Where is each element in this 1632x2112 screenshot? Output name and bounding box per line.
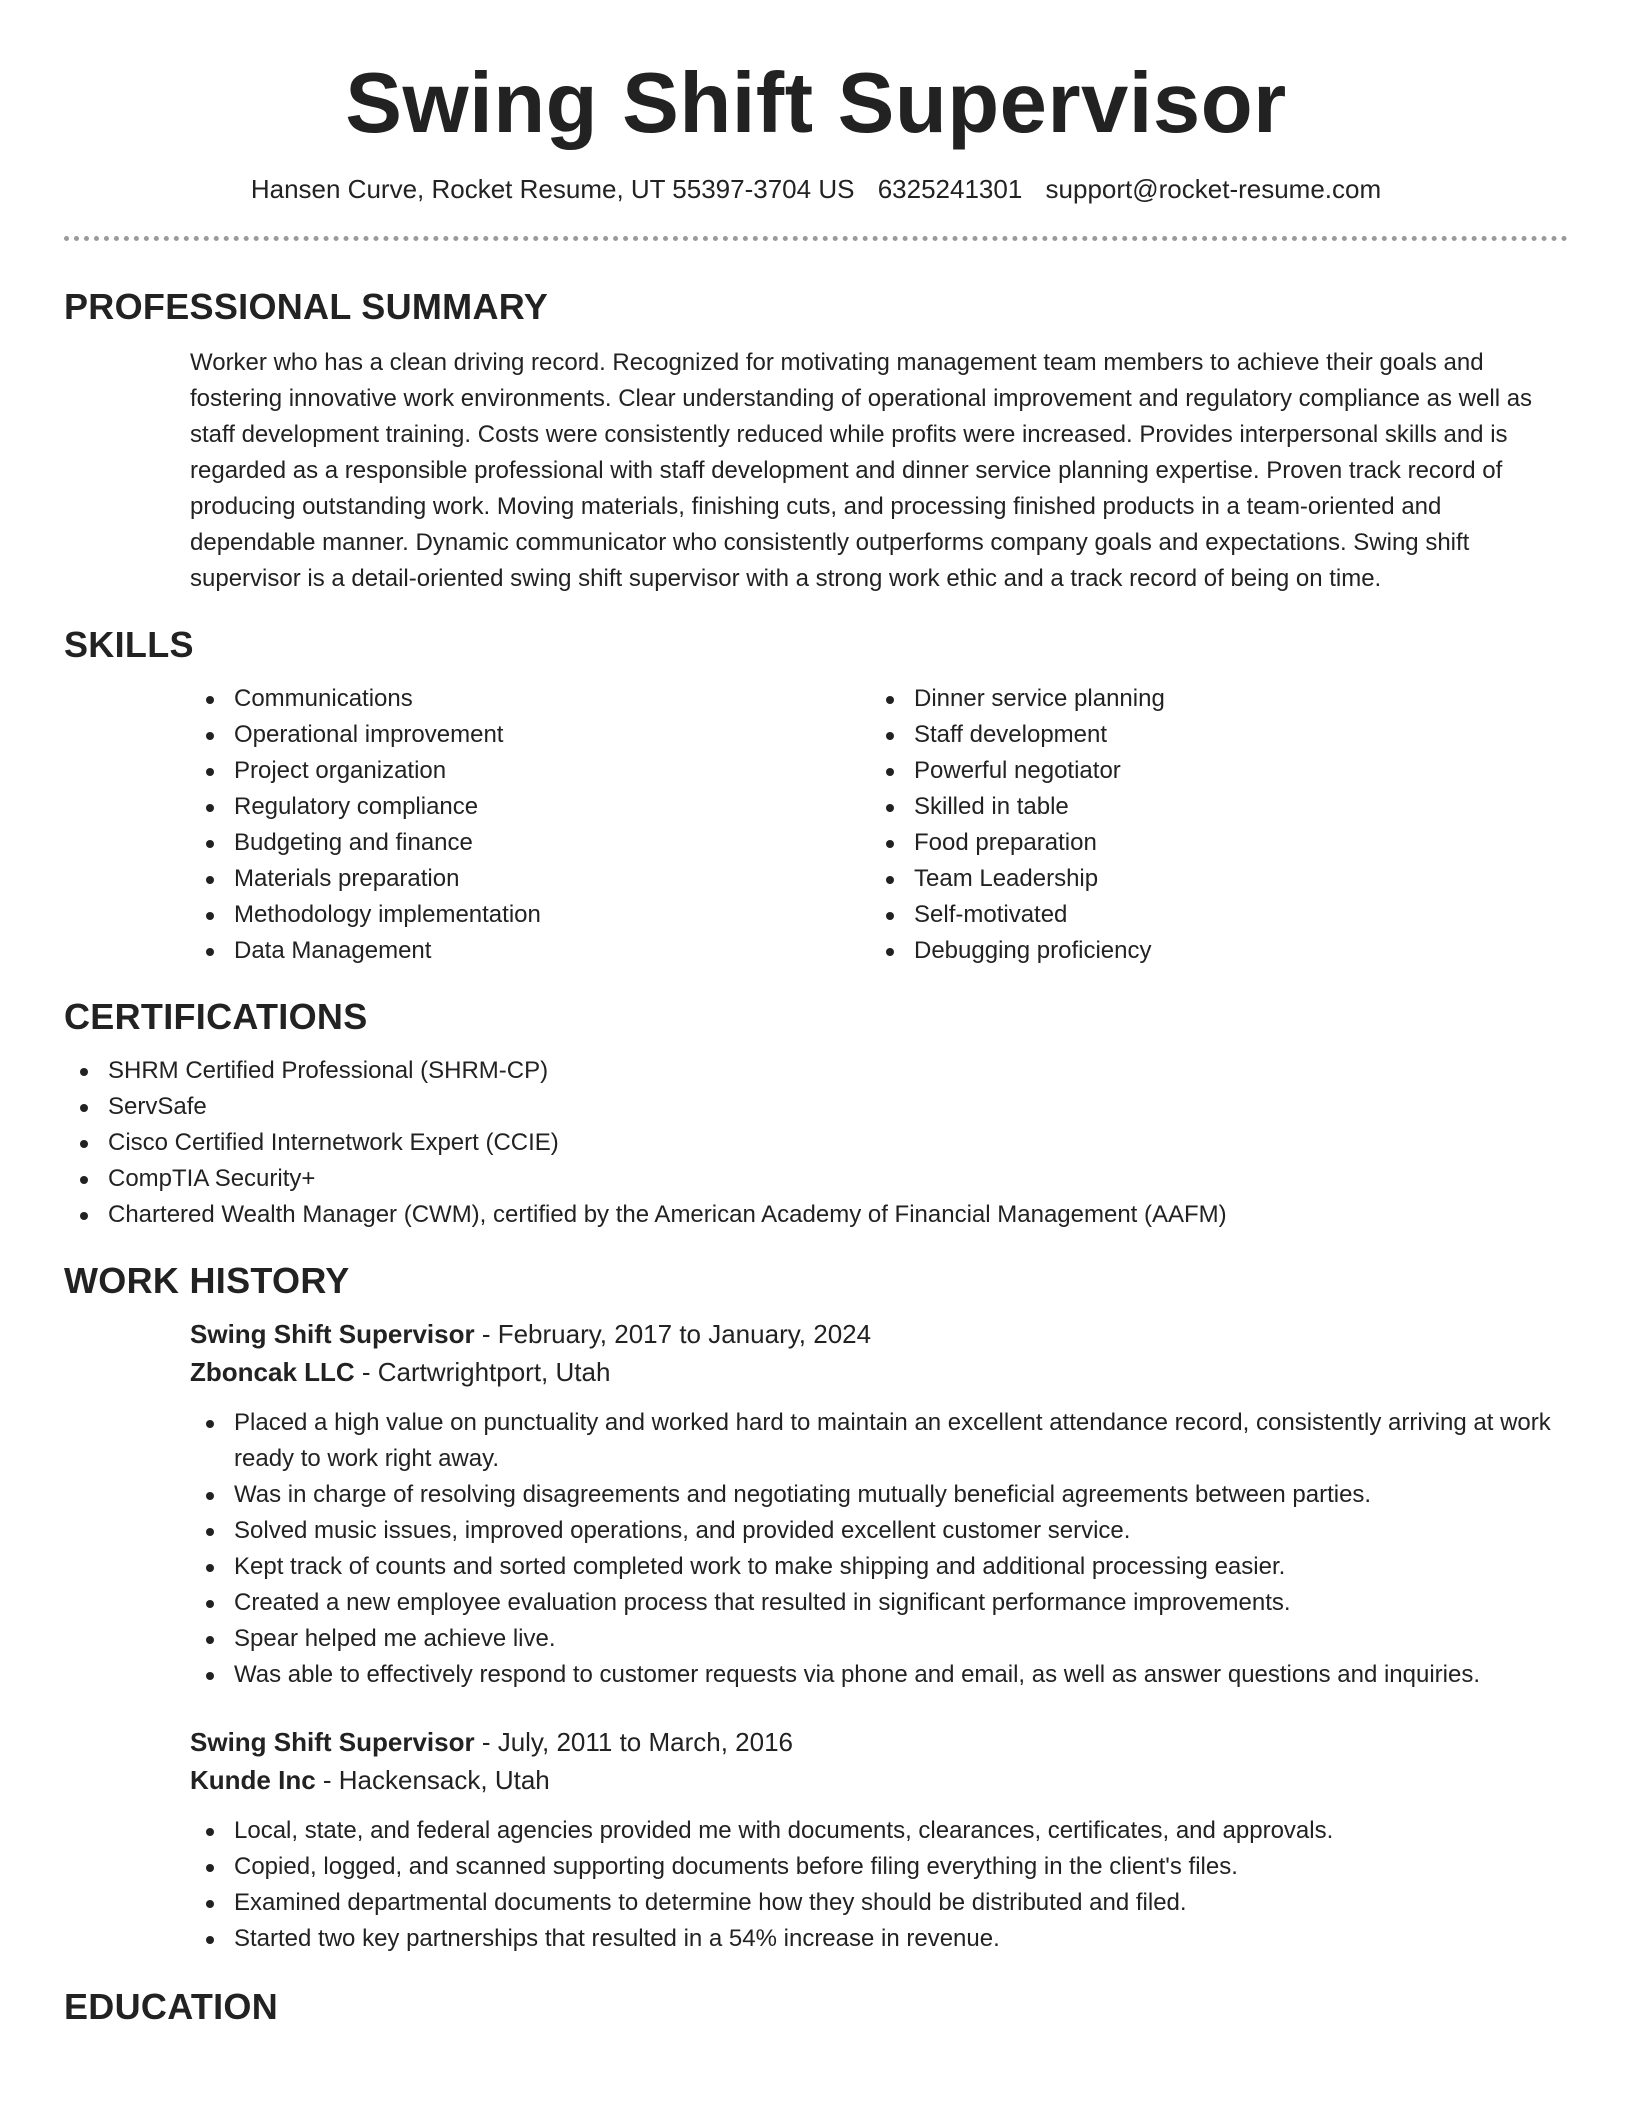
job-title: Swing Shift Supervisor [190, 1319, 475, 1349]
job-bullet: Was in charge of resolving disagreements and negotiating mutually beneficial agreements between parties. [190, 1477, 1568, 1513]
job-bullet: Spear helped me achieve live. [190, 1621, 1568, 1657]
certifications-section [64, 995, 1568, 1233]
job-dates: - July, 2011 to March, 2016 [474, 1727, 794, 1757]
summary-heading: PROFESSIONAL SUMMARY [64, 286, 549, 327]
company-name: Zboncak LLC [190, 1357, 355, 1387]
resume-page [64, 0, 1568, 2029]
job-bullet: Was able to effectively respond to customer requests via phone and email, as well as answer questions and inquiries. [190, 1657, 1568, 1693]
contact-address: Hansen Curve, Rocket Resume, UT 55397-3704 US [250, 174, 855, 204]
summary-section [64, 285, 1568, 597]
education-section [64, 1985, 1568, 2029]
job-entry [190, 1315, 1568, 1693]
company-line [190, 1353, 1568, 1391]
job-title-line [190, 1723, 1568, 1761]
job-bullet: Kept track of counts and sorted completed work to make shipping and additional processing easier. [190, 1549, 1568, 1585]
certifications-heading: CERTIFICATIONS [64, 996, 368, 1037]
skill-item: Team Leadership [870, 861, 1550, 897]
skill-item: Budgeting and finance [190, 825, 870, 861]
contact-email: support@rocket-resume.com [1045, 174, 1382, 204]
skill-item: Project organization [190, 753, 870, 789]
summary-text: Worker who has a clean driving record. Recognized for motivating management team members to achieve their goals and fostering innovative work environments. Clear understanding of operational improvement and regulatory compliance as well as staff development training. Costs were consistently reduced while profits were increased. Provides interpersonal skills and is regarded as a responsible professional with staff development and dinner service planning expertise. Proven track record of producing outstanding work. Moving materials, finishing cuts, and processing finished products in a team-oriented and dependable manner. Dynamic communicator who consistently outperforms company goals and expectations. Swing shift supervisor is a detail-oriented swing shift supervisor with a strong work ethic and a track record of being on time. [190, 349, 1533, 592]
skill-item: Skilled in table [870, 789, 1550, 825]
work-history-section [64, 1259, 1568, 1957]
work-history-heading: WORK HISTORY [64, 1260, 350, 1301]
skills-heading: SKILLS [64, 624, 194, 665]
job-bullets [190, 1405, 1568, 1693]
job-dates: - February, 2017 to January, 2024 [474, 1319, 872, 1349]
contact-phone: 6325241301 [877, 174, 1023, 204]
job-bullet: Examined departmental documents to determine how they should be distributed and filed. [190, 1885, 1568, 1921]
certification-item: CompTIA Security+ [64, 1161, 1568, 1197]
skill-item: Food preparation [870, 825, 1550, 861]
company-line [190, 1761, 1568, 1799]
job-bullet: Started two key partnerships that resulted in a 54% increase in revenue. [190, 1921, 1568, 1957]
skill-item: Regulatory compliance [190, 789, 870, 825]
job-bullet: Solved music issues, improved operations, and provided excellent customer service. [190, 1513, 1568, 1549]
resume-name: Swing Shift Supervisor [345, 56, 1287, 151]
job-bullet: Copied, logged, and scanned supporting documents before filing everything in the client's files. [190, 1849, 1568, 1885]
skill-item: Powerful negotiator [870, 753, 1550, 789]
job-title: Swing Shift Supervisor [190, 1727, 475, 1757]
certification-item: ServSafe [64, 1089, 1568, 1125]
skill-item: Debugging proficiency [870, 933, 1550, 969]
company-location: - Hackensack, Utah [315, 1765, 550, 1795]
certification-item: Chartered Wealth Manager (CWM), certified by the American Academy of Financial Management (AAFM) [64, 1197, 1568, 1233]
skill-item: Data Management [190, 933, 870, 969]
job-title-line [190, 1315, 1568, 1353]
certification-item: SHRM Certified Professional (SHRM-CP) [64, 1053, 1568, 1089]
skills-grid [190, 681, 1568, 969]
job-bullets [190, 1813, 1568, 1957]
skills-left-column [190, 681, 870, 969]
company-name: Kunde Inc [190, 1765, 316, 1795]
job-entry [190, 1723, 1568, 1957]
skills-right-column [870, 681, 1550, 969]
certification-item: Cisco Certified Internetwork Expert (CCIE) [64, 1125, 1568, 1161]
education-heading: EDUCATION [64, 1986, 279, 2027]
job-bullet: Placed a high value on punctuality and worked hard to maintain an excellent attendance record, consistently arriving at work ready to work right away. [190, 1405, 1568, 1477]
skill-item: Methodology implementation [190, 897, 870, 933]
job-bullet: Local, state, and federal agencies provided me with documents, clearances, certificates, and approvals. [190, 1813, 1568, 1849]
contact-line [64, 172, 1568, 206]
skill-item: Staff development [870, 717, 1550, 753]
job-bullet: Created a new employee evaluation process that resulted in significant performance improvements. [190, 1585, 1568, 1621]
skills-section [64, 623, 1568, 969]
skill-item: Operational improvement [190, 717, 870, 753]
header-divider [64, 236, 1568, 241]
skill-item: Materials preparation [190, 861, 870, 897]
skill-item: Self-motivated [870, 897, 1550, 933]
skill-item: Communications [190, 681, 870, 717]
certifications-list [64, 1053, 1568, 1233]
company-location: - Cartwrightport, Utah [354, 1357, 611, 1387]
skill-item: Dinner service planning [870, 681, 1550, 717]
